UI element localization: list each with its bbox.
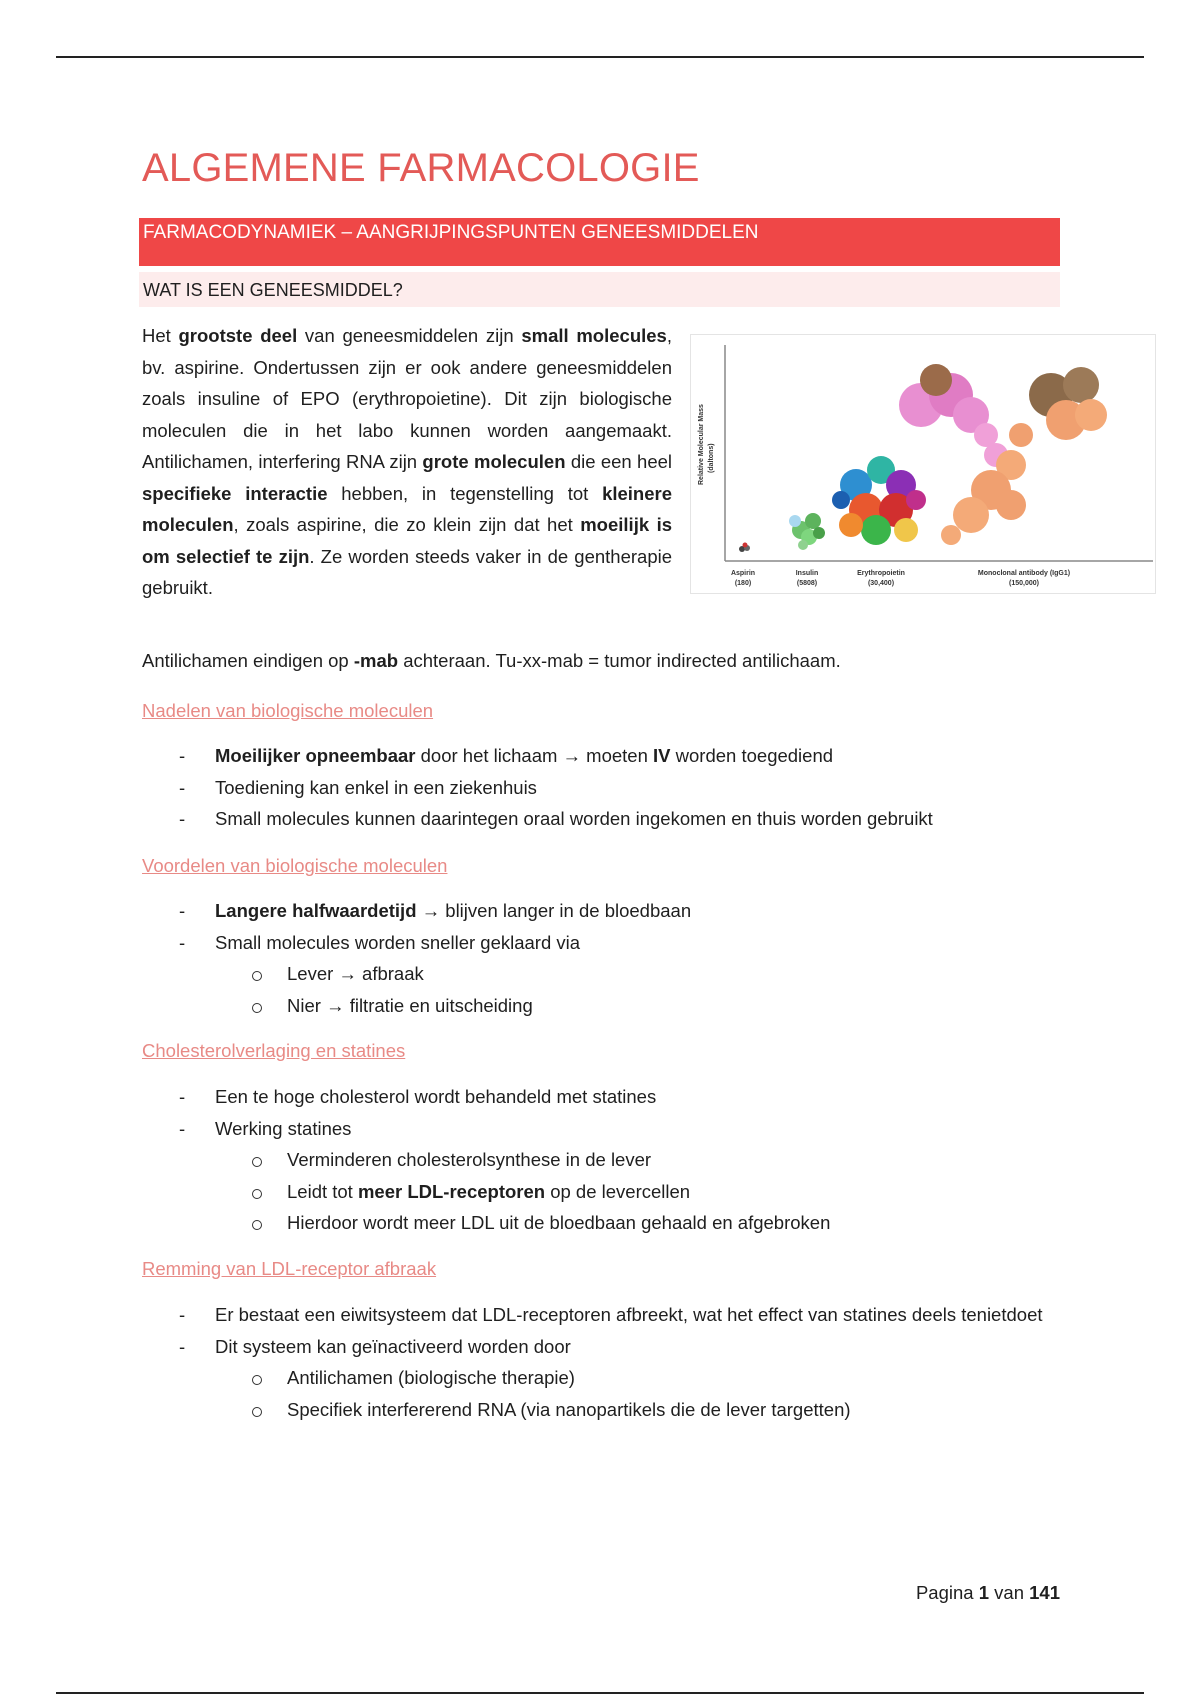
molecule-size-figure [690,334,1156,594]
list-item [142,1299,1060,1331]
label-erythropoietin: Erythropoietin [857,570,905,577]
circle-bullet-icon [252,971,262,981]
intro-bold: small molecules [521,325,667,346]
item-text: Toediening kan enkel in een ziekenhuis [215,776,537,798]
intro-text: . Ze worden steeds vaker in de gentherapie gebruikt. [142,545,673,598]
list-cholesterol [142,1081,1060,1239]
item-text: Hierdoor wordt meer LDL uit de bloedbaan gehaald en afgebroken [287,1212,831,1233]
mass-erythropoietin: (30,400) [867,580,895,587]
sublist-item [215,1394,1060,1426]
sublist-item [215,1362,1060,1394]
dash-bullet: - [179,808,186,829]
intro-bold: grote moleculen [422,451,566,472]
item-bold: meer LDL-receptoren [357,1180,546,1202]
list-item [142,1081,1060,1113]
item-text: op de levercellen [545,1180,691,1202]
intro-text: , zoals aspirine, die zo klein zijn dat het [233,514,581,535]
list-nadelen [142,740,1060,835]
dash-bullet: - [179,1086,186,1107]
page-number [142,1582,1060,1604]
item-bold: Langere halfwaardetijd [215,900,417,921]
intro-text: , bv. aspirine. Ondertussen zijn er ook andere geneesmiddelen zoals insuline of EPO (erythropoietine). Dit zijn biologische moleculen die in het labo kunnen worden aangemaakt. Antilichamen, interfering RNA zijn [142,325,672,472]
item-text: Lever → afbraak [287,963,424,984]
dash-bullet: - [179,1117,186,1139]
sublist-item [215,958,1060,990]
heading-remming: Remming van LDL-receptor afbraak [142,1258,437,1279]
intro-text: van geneesmiddelen zijn [297,325,522,346]
intro-bold: grootste deel [178,325,298,346]
list-item [142,1331,1060,1426]
aspirin-molecule [739,543,750,553]
section-heading: FARMACODYNAMIEK – AANGRIJPINGSPUNTEN GENEESMIDDELEN [143,222,759,243]
item-text: Small molecules worden sneller geklaard via [215,931,581,953]
item-text: Small molecules kunnen daarintegen oraal worden ingekomen en thuis worden gebruikt [215,808,933,829]
label-antibody: Monoclonal antibody (IgG1) [977,570,1071,577]
list-item [142,927,1060,1022]
item-bold: IV [653,745,671,766]
circle-bullet-icon [252,1157,262,1167]
circle-bullet-icon [252,1003,262,1013]
section-heading-bar [139,218,1060,266]
item-text: Specifiek interfererend RNA (via nanopartikels die de lever targetten) [287,1398,851,1420]
heading-voordelen: Voordelen van biologische moleculen [142,855,448,876]
item-bold: Moeilijker opneembaar [215,745,416,766]
intro-text: die een heel [565,451,673,472]
list-item [142,895,1060,927]
circle-bullet-icon [252,1189,262,1199]
erythropoietin-molecule [832,456,926,545]
item-text: Werking statines [215,1117,352,1139]
intro-bold: kleinere moleculen [142,482,672,535]
mass-insulin: (5808) [796,580,818,587]
top-rule [56,56,1144,58]
sublist-item [215,1176,1060,1208]
mab-paragraph [142,650,1060,672]
dash-bullet: - [179,776,186,798]
list-remming [142,1299,1060,1425]
item-text: Dit systeem kan geïnactiveerd worden door [215,1335,571,1357]
intro-bold: specifieke interactie [142,482,328,504]
item-text: Verminderen cholesterolsynthese in de lever [287,1149,652,1170]
total-pages: 141 [1029,1582,1060,1603]
dash-bullet: - [179,745,186,766]
heading-cholesterol: Cholesterolverlaging en statines [142,1040,406,1061]
list-item [142,740,1060,772]
mass-aspirin: (180) [734,580,752,587]
item-text: Antilichamen (biologische therapie) [287,1367,575,1388]
item-text: worden toegediend [670,745,834,766]
item-text: Leidt tot [287,1180,358,1202]
dash-bullet: - [179,931,186,953]
y-axis-label-units: (daltons) [708,443,715,473]
document-title: ALGEMENE FARMACOLOGIE [142,146,700,190]
dash-bullet: - [179,1335,186,1357]
subsection-heading: WAT IS EEN GENEESMIDDEL? [143,280,403,300]
list-voordelen [142,895,1060,1021]
list-item [142,772,1060,804]
paragraph-text: Antilichamen eindigen op [142,650,354,671]
intro-text: hebben, in tegenstelling tot [327,482,603,504]
item-text: Nier → filtratie en uitscheiding [287,994,533,1016]
item-text: Een te hoge cholesterol wordt behandeld met statines [215,1086,657,1107]
item-text: Er bestaat een eiwitsysteem dat LDL-receptoren afbreekt, wat het effect van statines deels tenietdoet [215,1304,1043,1325]
sublist-voordelen [215,958,1060,1021]
page-number-text: Pagina [915,1582,979,1603]
list-item [142,1113,1060,1239]
page-number-text: van [989,1582,1030,1603]
current-page: 1 [978,1582,990,1603]
item-text: → blijven langer in de bloedbaan [416,900,692,921]
dash-bullet: - [179,1304,186,1325]
subsection-heading-bar [139,272,1060,307]
intro-bold: moeilijk is om selectief te zijn [142,514,672,567]
item-text: door het lichaam → moeten [415,745,654,766]
sublist-cholesterol [215,1144,1060,1239]
bottom-rule [56,1692,1144,1694]
label-insulin: Insulin [795,570,819,577]
dash-bullet: - [179,900,186,921]
sublist-item [215,1207,1060,1239]
sublist-item [215,1144,1060,1176]
intro-text: Het [142,325,179,346]
paragraph-bold: -mab [353,650,399,671]
list-item [142,803,1060,835]
insulin-molecule [789,513,825,550]
antibody-molecule [899,364,1107,545]
intro-paragraph [142,320,672,604]
y-axis-label: Relative Molecular Mass [698,404,705,485]
heading-nadelen: Nadelen van biologische moleculen [142,700,434,721]
paragraph-text: achteraan. Tu-xx-mab = tumor indirected antilichaam. [398,650,841,671]
circle-bullet-icon [252,1220,262,1230]
sublist-item [215,990,1060,1022]
circle-bullet-icon [252,1407,262,1417]
molecule-size-illustration [691,335,1155,593]
sublist-remming [215,1362,1060,1425]
circle-bullet-icon [252,1375,262,1385]
label-aspirin: Aspirin [730,570,756,577]
mass-antibody: (150,000) [1009,580,1039,587]
